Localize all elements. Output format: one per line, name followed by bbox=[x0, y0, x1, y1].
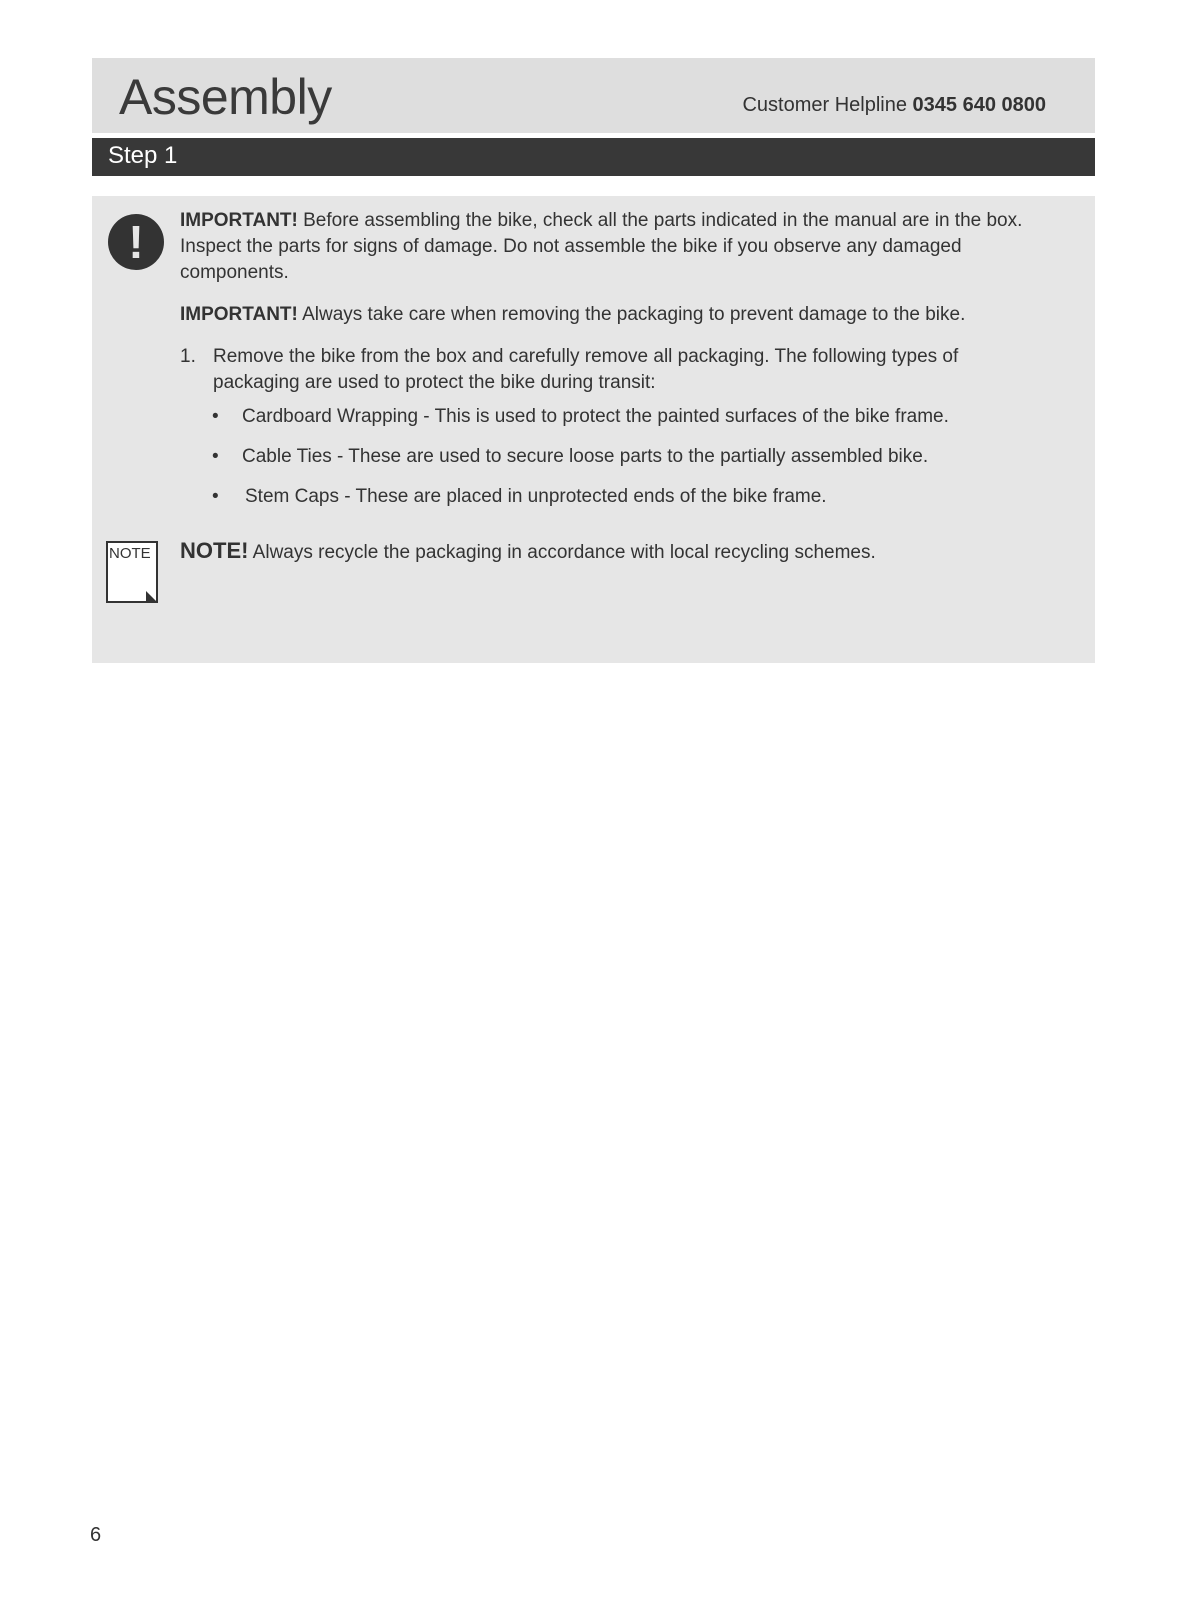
note-text: Always recycle the packaging in accordance with local recycling schemes. bbox=[248, 542, 876, 563]
step-bar bbox=[92, 138, 1095, 176]
bullet-item: Stem Caps - These are placed in unprotected ends of the bike frame. bbox=[245, 486, 827, 507]
note-paragraph bbox=[180, 538, 1060, 566]
step-label: Step 1 bbox=[108, 142, 178, 169]
list-item-text: Remove the bike from the box and carefully remove all packaging. The following types of packaging are used to protect the bike during transit: bbox=[213, 346, 959, 393]
helpline-label: Customer Helpline bbox=[742, 94, 907, 116]
note-page-icon bbox=[106, 541, 158, 603]
important-paragraph-1 bbox=[180, 208, 1040, 286]
customer-helpline bbox=[742, 94, 1046, 117]
page-number: 6 bbox=[90, 1524, 102, 1546]
important-text: Before assembling the bike, check all the parts indicated in the manual are in the box. Inspect the parts for signs of damage. Do not assemble the bike if you observe any damaged components. bbox=[180, 210, 1023, 283]
note-icon-label: NOTE bbox=[109, 545, 151, 562]
exclamation-circle-icon: ! bbox=[108, 214, 164, 270]
page-header bbox=[92, 58, 1095, 133]
bullet-item: Cardboard Wrapping - This is used to protect the painted surfaces of the bike frame. bbox=[242, 406, 949, 427]
important-label: IMPORTANT! bbox=[180, 210, 298, 231]
instruction-panel bbox=[92, 196, 1095, 663]
bullet-icon: • bbox=[212, 446, 219, 467]
list-item-number: 1. bbox=[180, 346, 196, 367]
note-label: NOTE! bbox=[180, 538, 249, 563]
important-label: IMPORTANT! bbox=[180, 304, 298, 325]
bullet-item: Cable Ties - These are used to secure loose parts to the partially assembled bike. bbox=[242, 446, 929, 467]
page-title: Assembly bbox=[119, 69, 332, 125]
helpline-number: 0345 640 0800 bbox=[912, 94, 1046, 116]
important-text: Always take care when removing the packaging to prevent damage to the bike. bbox=[297, 304, 966, 325]
bullet-icon: • bbox=[212, 486, 219, 507]
page-fold bbox=[146, 591, 158, 603]
bullet-icon: • bbox=[212, 406, 219, 427]
important-paragraph-2 bbox=[180, 302, 1060, 328]
